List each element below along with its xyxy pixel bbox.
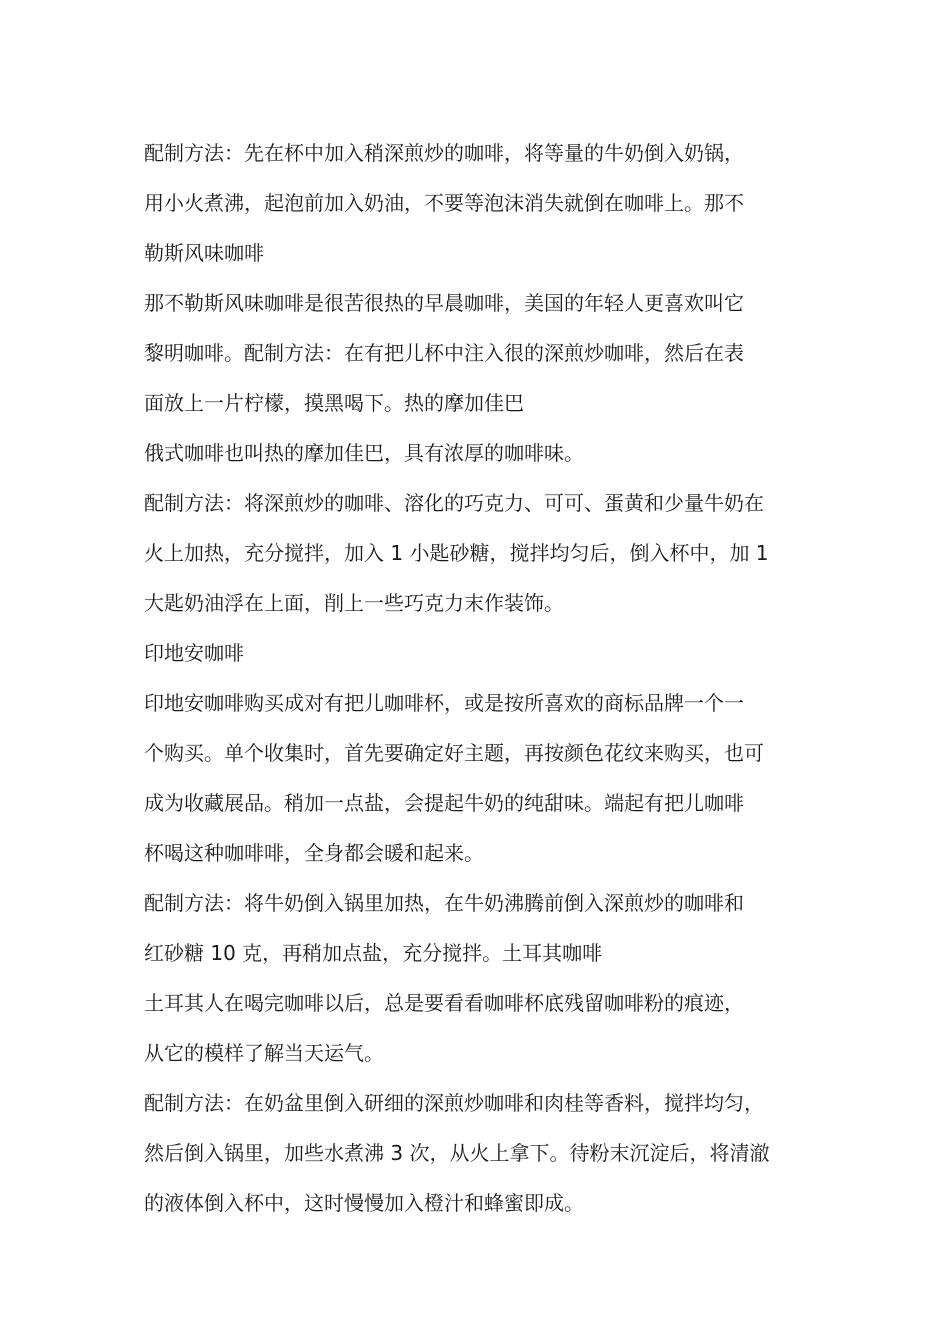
text-line: 成为收藏展品。稍加一点盐，会提起牛奶的纯甜味。端起有把儿咖啡 [144,791,744,815]
text-line: 俄式咖啡也叫热的摩加佳巴，具有浓厚的咖啡味。 [144,441,584,465]
text-line: 印地安咖啡 [144,641,244,665]
document-body [144,128,824,1228]
text-line: 勒斯风味咖啡 [144,241,264,265]
text-line: 然后倒入锅里，加些水煮沸 3 次，从火上拿下。待粉末沉淀后，将清澈 [144,1141,770,1165]
text-line: 配制方法：先在杯中加入稍深煎炒的咖啡，将等量的牛奶倒入奶锅， [144,141,744,165]
text-line: 红砂糖 10 克，再稍加点盐，充分搅拌。土耳其咖啡 [144,941,603,965]
text-line: 大匙奶油浮在上面，削上一些巧克力末作装饰。 [144,591,564,615]
text-line: 配制方法：在奶盆里倒入研细的深煎炒咖啡和肉桂等香料，搅拌均匀， [144,1091,764,1115]
text-line: 那不勒斯风味咖啡是很苦很热的早晨咖啡，美国的年轻人更喜欢叫它 [144,291,744,315]
text-line: 的液体倒入杯中，这时慢慢加入橙汁和蜂蜜即成。 [144,1191,584,1215]
text-line: 个购买。单个收集时，首先要确定好主题，再按颜色花纹来购买，也可 [144,741,764,765]
text-line: 火上加热，充分搅拌，加入 1 小匙砂糖，搅拌均匀后，倒入杯中，加 1 [144,541,769,565]
text-line: 配制方法：将牛奶倒入锅里加热，在牛奶沸腾前倒入深煎炒的咖啡和 [144,891,744,915]
text-line: 杯喝这种咖啡啡，全身都会暖和起来。 [144,841,484,865]
text-line: 面放上一片柠檬，摸黑喝下。热的摩加佳巴 [144,391,524,415]
text-line: 印地安咖啡购买成对有把儿咖啡杯，或是按所喜欢的商标品牌一个一 [144,691,744,715]
text-line: 用小火煮沸，起泡前加入奶油，不要等泡沫消失就倒在咖啡上。那不 [144,191,744,215]
text-line: 从它的模样了解当天运气。 [144,1041,384,1065]
text-line: 配制方法：将深煎炒的咖啡、溶化的巧克力、可可、蛋黄和少量牛奶在 [144,491,764,515]
text-line: 黎明咖啡。配制方法：在有把儿杯中注入很的深煎炒咖啡，然后在表 [144,341,744,365]
text-line: 土耳其人在喝完咖啡以后，总是要看看咖啡杯底残留咖啡粉的痕迹， [144,991,744,1015]
